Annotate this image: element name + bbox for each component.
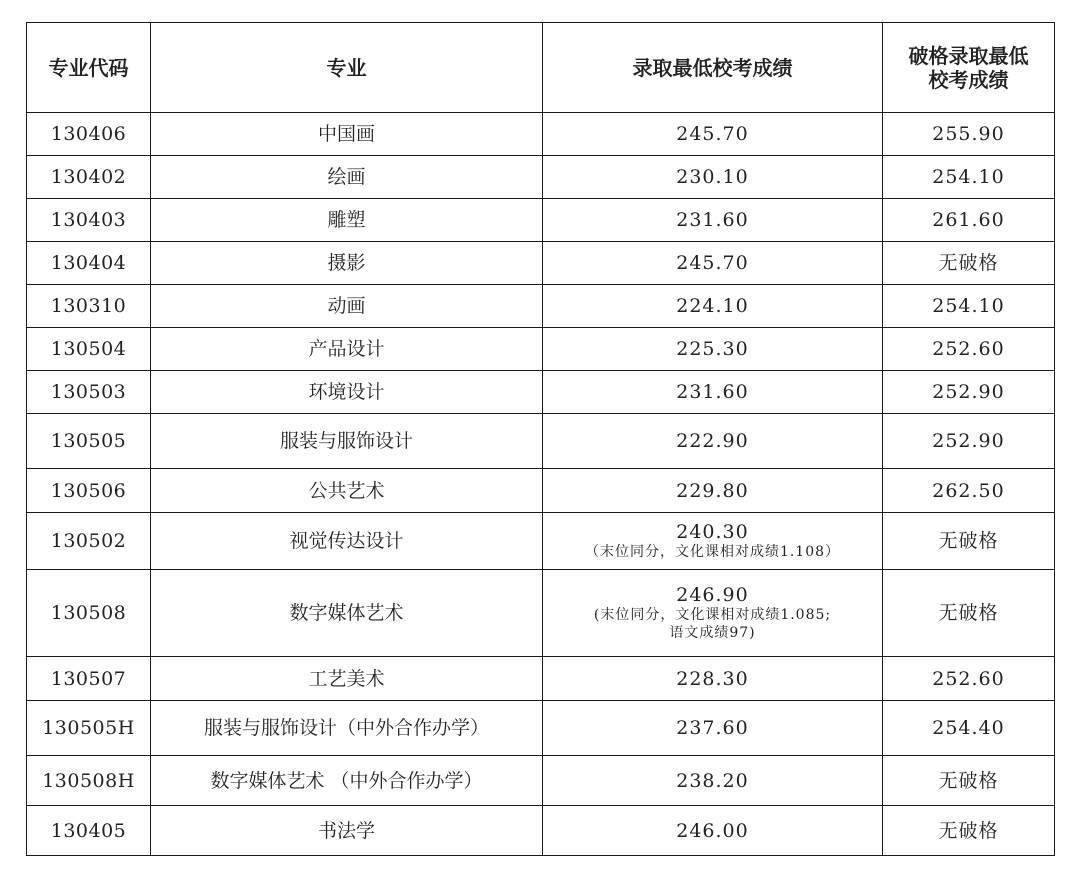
- table-row: [27, 756, 1055, 806]
- cell-min-score: 228.30: [543, 657, 883, 701]
- cell-break-score: 254.10: [883, 285, 1055, 328]
- cell-major: 动画: [151, 285, 543, 328]
- min-score-value: 246.90: [676, 584, 749, 606]
- cell-code: 130405: [27, 806, 151, 856]
- cell-code: 130402: [27, 156, 151, 199]
- cell-break-score: 无破格: [883, 806, 1055, 856]
- cell-min-score: 229.80: [543, 469, 883, 513]
- cell-code: 130503: [27, 371, 151, 414]
- cell-break-score: 262.50: [883, 469, 1055, 513]
- cell-major: 工艺美术: [151, 657, 543, 701]
- header-break-score-line: 破格录取最低: [908, 43, 1029, 68]
- cell-code: 130310: [27, 285, 151, 328]
- cell-code: 130403: [27, 199, 151, 242]
- cell-min-score: 231.60: [543, 371, 883, 414]
- cell-major: 雕塑: [151, 199, 543, 242]
- cell-code: 130404: [27, 242, 151, 285]
- header-break-score-line: 校考成绩: [928, 67, 1009, 92]
- cell-code: 130502: [27, 513, 151, 570]
- cell-major: 视觉传达设计: [151, 513, 543, 570]
- cell-break-score: 252.60: [883, 328, 1055, 371]
- cell-min-score: 231.60: [543, 199, 883, 242]
- table-row: [27, 657, 1055, 701]
- table-body: [27, 113, 1055, 856]
- table-row: [27, 371, 1055, 414]
- cell-code: 130507: [27, 657, 151, 701]
- table-row: [27, 285, 1055, 328]
- cell-break-score: 254.40: [883, 701, 1055, 756]
- table-row: [27, 414, 1055, 469]
- table-row: [27, 242, 1055, 285]
- admission-score-table: [26, 22, 1055, 856]
- table-row: [27, 806, 1055, 856]
- header-major: 专业: [151, 23, 543, 113]
- cell-min-score: [543, 513, 883, 570]
- cell-break-score: 无破格: [883, 513, 1055, 570]
- cell-major: 绘画: [151, 156, 543, 199]
- cell-min-score: [543, 570, 883, 657]
- cell-min-score: 224.10: [543, 285, 883, 328]
- table-row: [27, 328, 1055, 371]
- cell-code: 130508H: [27, 756, 151, 806]
- cell-min-score: 245.70: [543, 113, 883, 156]
- min-score-value: 240.30: [676, 521, 749, 543]
- header-min-score: 录取最低校考成绩: [543, 23, 883, 113]
- score-note: (末位同分，文化课相对成绩1.085;: [593, 607, 832, 623]
- cell-major: 环境设计: [151, 371, 543, 414]
- cell-break-score: 无破格: [883, 756, 1055, 806]
- cell-min-score: 230.10: [543, 156, 883, 199]
- cell-min-score: 245.70: [543, 242, 883, 285]
- table-row: [27, 570, 1055, 657]
- table-row: [27, 701, 1055, 756]
- cell-major: 产品设计: [151, 328, 543, 371]
- cell-break-score: 252.60: [883, 657, 1055, 701]
- cell-code: 130508: [27, 570, 151, 657]
- table-row: [27, 469, 1055, 513]
- score-note: （末位同分，文化课相对成绩1.108）: [584, 544, 841, 560]
- header-row: [27, 23, 1055, 113]
- cell-code: 130505: [27, 414, 151, 469]
- table-header: [27, 23, 1055, 113]
- cell-code: 130506: [27, 469, 151, 513]
- cell-major: 书法学: [151, 806, 543, 856]
- cell-min-score: 238.20: [543, 756, 883, 806]
- cell-break-score: 255.90: [883, 113, 1055, 156]
- table-row: [27, 513, 1055, 570]
- cell-break-score: 无破格: [883, 242, 1055, 285]
- cell-min-score: 222.90: [543, 414, 883, 469]
- cell-break-score: 252.90: [883, 414, 1055, 469]
- header-code: 专业代码: [27, 23, 151, 113]
- cell-major: 摄影: [151, 242, 543, 285]
- cell-major: 公共艺术: [151, 469, 543, 513]
- cell-code: 130504: [27, 328, 151, 371]
- cell-major: 服装与服饰设计（中外合作办学）: [151, 701, 543, 756]
- cell-min-score: 225.30: [543, 328, 883, 371]
- cell-major: 中国画: [151, 113, 543, 156]
- table-row: [27, 113, 1055, 156]
- cell-major: 数字媒体艺术 （中外合作办学）: [151, 756, 543, 806]
- cell-major: 数字媒体艺术: [151, 570, 543, 657]
- cell-min-score: 246.00: [543, 806, 883, 856]
- score-note: 语文成绩97): [669, 625, 756, 641]
- table-row: [27, 199, 1055, 242]
- cell-major: 服装与服饰设计: [151, 414, 543, 469]
- cell-code: 130505H: [27, 701, 151, 756]
- header-break-score: [883, 23, 1055, 113]
- cell-break-score: 无破格: [883, 570, 1055, 657]
- cell-code: 130406: [27, 113, 151, 156]
- cell-break-score: 254.10: [883, 156, 1055, 199]
- cell-min-score: 237.60: [543, 701, 883, 756]
- table-row: [27, 156, 1055, 199]
- cell-break-score: 252.90: [883, 371, 1055, 414]
- cell-break-score: 261.60: [883, 199, 1055, 242]
